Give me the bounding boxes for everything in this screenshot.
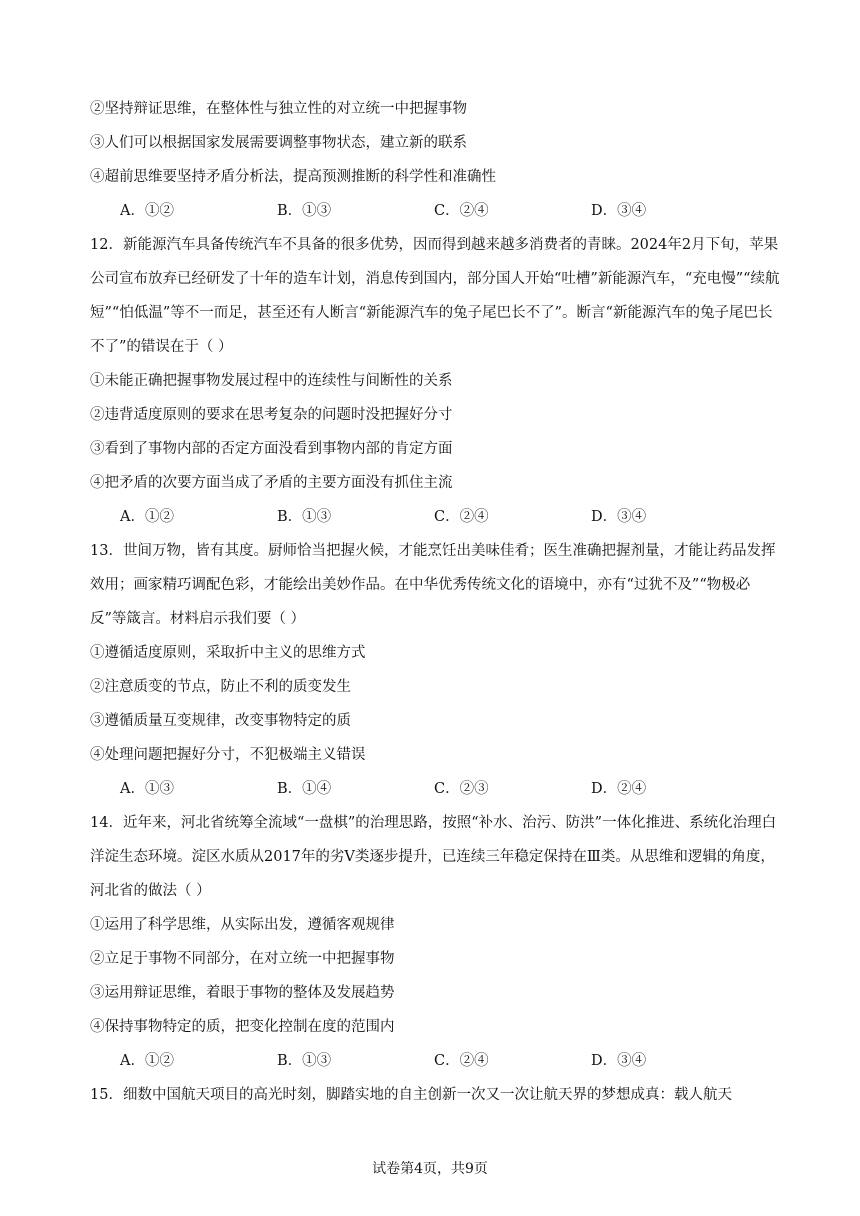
option-line: ②坚持辩证思维，在整体性与独立性的对立统一中把握事物 xyxy=(90,101,467,117)
option-line: ①运用了科学思维，从实际出发，遵循客观规律 xyxy=(90,917,395,933)
option-line: ④把矛盾的次要方面当成了矛盾的主要方面没有抓住主流 xyxy=(90,475,453,491)
choice-b: B．①③ xyxy=(277,509,332,525)
option-line: ③运用辩证思维，着眼于事物的整体及发展趋势 xyxy=(90,985,395,1001)
option-line: ②注意质变的节点，防止不利的质变发生 xyxy=(90,679,351,695)
choice-c: C．②④ xyxy=(434,509,489,525)
option-line: ②违背适度原则的要求在思考复杂的问题时没把握好分寸 xyxy=(90,407,453,423)
option-line: ③遵循质量互变规律，改变事物特定的质 xyxy=(90,713,351,729)
question-stem: 15．细数中国航天项目的高光时刻，脚踏实地的自主创新一次又一次让航天界的梦想成真：载人航天 xyxy=(90,1087,732,1103)
choice-a: A．①② xyxy=(120,1053,174,1069)
choice-a: A．①② xyxy=(120,509,174,525)
page-footer: 试卷第4页，共9页 xyxy=(372,1161,488,1177)
answer-choices xyxy=(90,1044,780,1078)
option-line: ④超前思维要坚持矛盾分析法，提高预测推断的科学性和准确性 xyxy=(90,169,496,185)
question-stem: 14．近年来，河北省统筹全流域“一盘棋”的治理思路，按照“补水、治污、防洪”一体化推进、系统化治理白洋淀生态环境。淀区水质从2017年的劣Ⅴ类逐步提升，已连续三年稳定保持在Ⅲ类。从思维和逻辑的角度，河北省的做法（ ） xyxy=(90,815,777,899)
choice-b: B．①③ xyxy=(277,1053,332,1069)
choice-d: D．③④ xyxy=(591,1053,647,1069)
choice-c: C．②④ xyxy=(434,203,489,219)
choice-b: B．①③ xyxy=(277,203,332,219)
choice-d: D．③④ xyxy=(591,203,647,219)
option-line: ③人们可以根据国家发展需要调整事物状态，建立新的联系 xyxy=(90,135,467,151)
question-14 xyxy=(90,806,780,1078)
question-13 xyxy=(90,534,780,806)
option-line: ④处理问题把握好分寸，不犯极端主义错误 xyxy=(90,747,366,763)
choice-a: A．①② xyxy=(120,203,174,219)
answer-choices xyxy=(90,772,780,806)
choice-d: D．③④ xyxy=(591,509,647,525)
page-content xyxy=(90,92,780,1112)
choice-d: D．②④ xyxy=(591,781,647,797)
question-12 xyxy=(90,228,780,534)
option-line: ①遵循适度原则，采取折中主义的思维方式 xyxy=(90,645,366,661)
choice-a: A．①③ xyxy=(120,781,174,797)
choice-c: C．②③ xyxy=(434,781,489,797)
option-line: ②立足于事物不同部分，在对立统一中把握事物 xyxy=(90,951,395,967)
choice-b: B．①④ xyxy=(277,781,332,797)
option-line: ③看到了事物内部的否定方面没看到事物内部的肯定方面 xyxy=(90,441,453,457)
option-line: ④保持事物特定的质，把变化控制在度的范围内 xyxy=(90,1019,395,1035)
question-stem: 13．世间万物，皆有其度。厨师恰当把握火候，才能烹饪出美味佳肴；医生准确把握剂量，才能让药品发挥效用；画家精巧调配色彩，才能绘出美妙作品。在中华优秀传统文化的语境中，亦有“过犹不及”“物极必反”等箴言。材料启示我们要（ ） xyxy=(90,543,776,627)
question-stem: 12．新能源汽车具备传统汽车不具备的很多优势，因而得到越来越多消费者的青睐。2024年2月下旬，苹果公司宣布放弃已经研发了十年的造车计划，消息传到国内，部分国人开始“吐槽”新能源汽车，“充电慢”“续航短”“怕低温”等不一而足，甚至还有人断言“新能源汽车的兔子尾巴长不了”。断言“新能源汽车的兔子尾巴长不了”的错误在于（ ） xyxy=(90,237,780,355)
question-15 xyxy=(90,1078,780,1112)
answer-choices xyxy=(90,500,780,534)
choice-c: C．②④ xyxy=(434,1053,489,1069)
option-line: ①未能正确把握事物发展过程中的连续性与间断性的关系 xyxy=(90,373,453,389)
answer-choices xyxy=(90,194,780,228)
question-11-tail xyxy=(90,92,780,228)
